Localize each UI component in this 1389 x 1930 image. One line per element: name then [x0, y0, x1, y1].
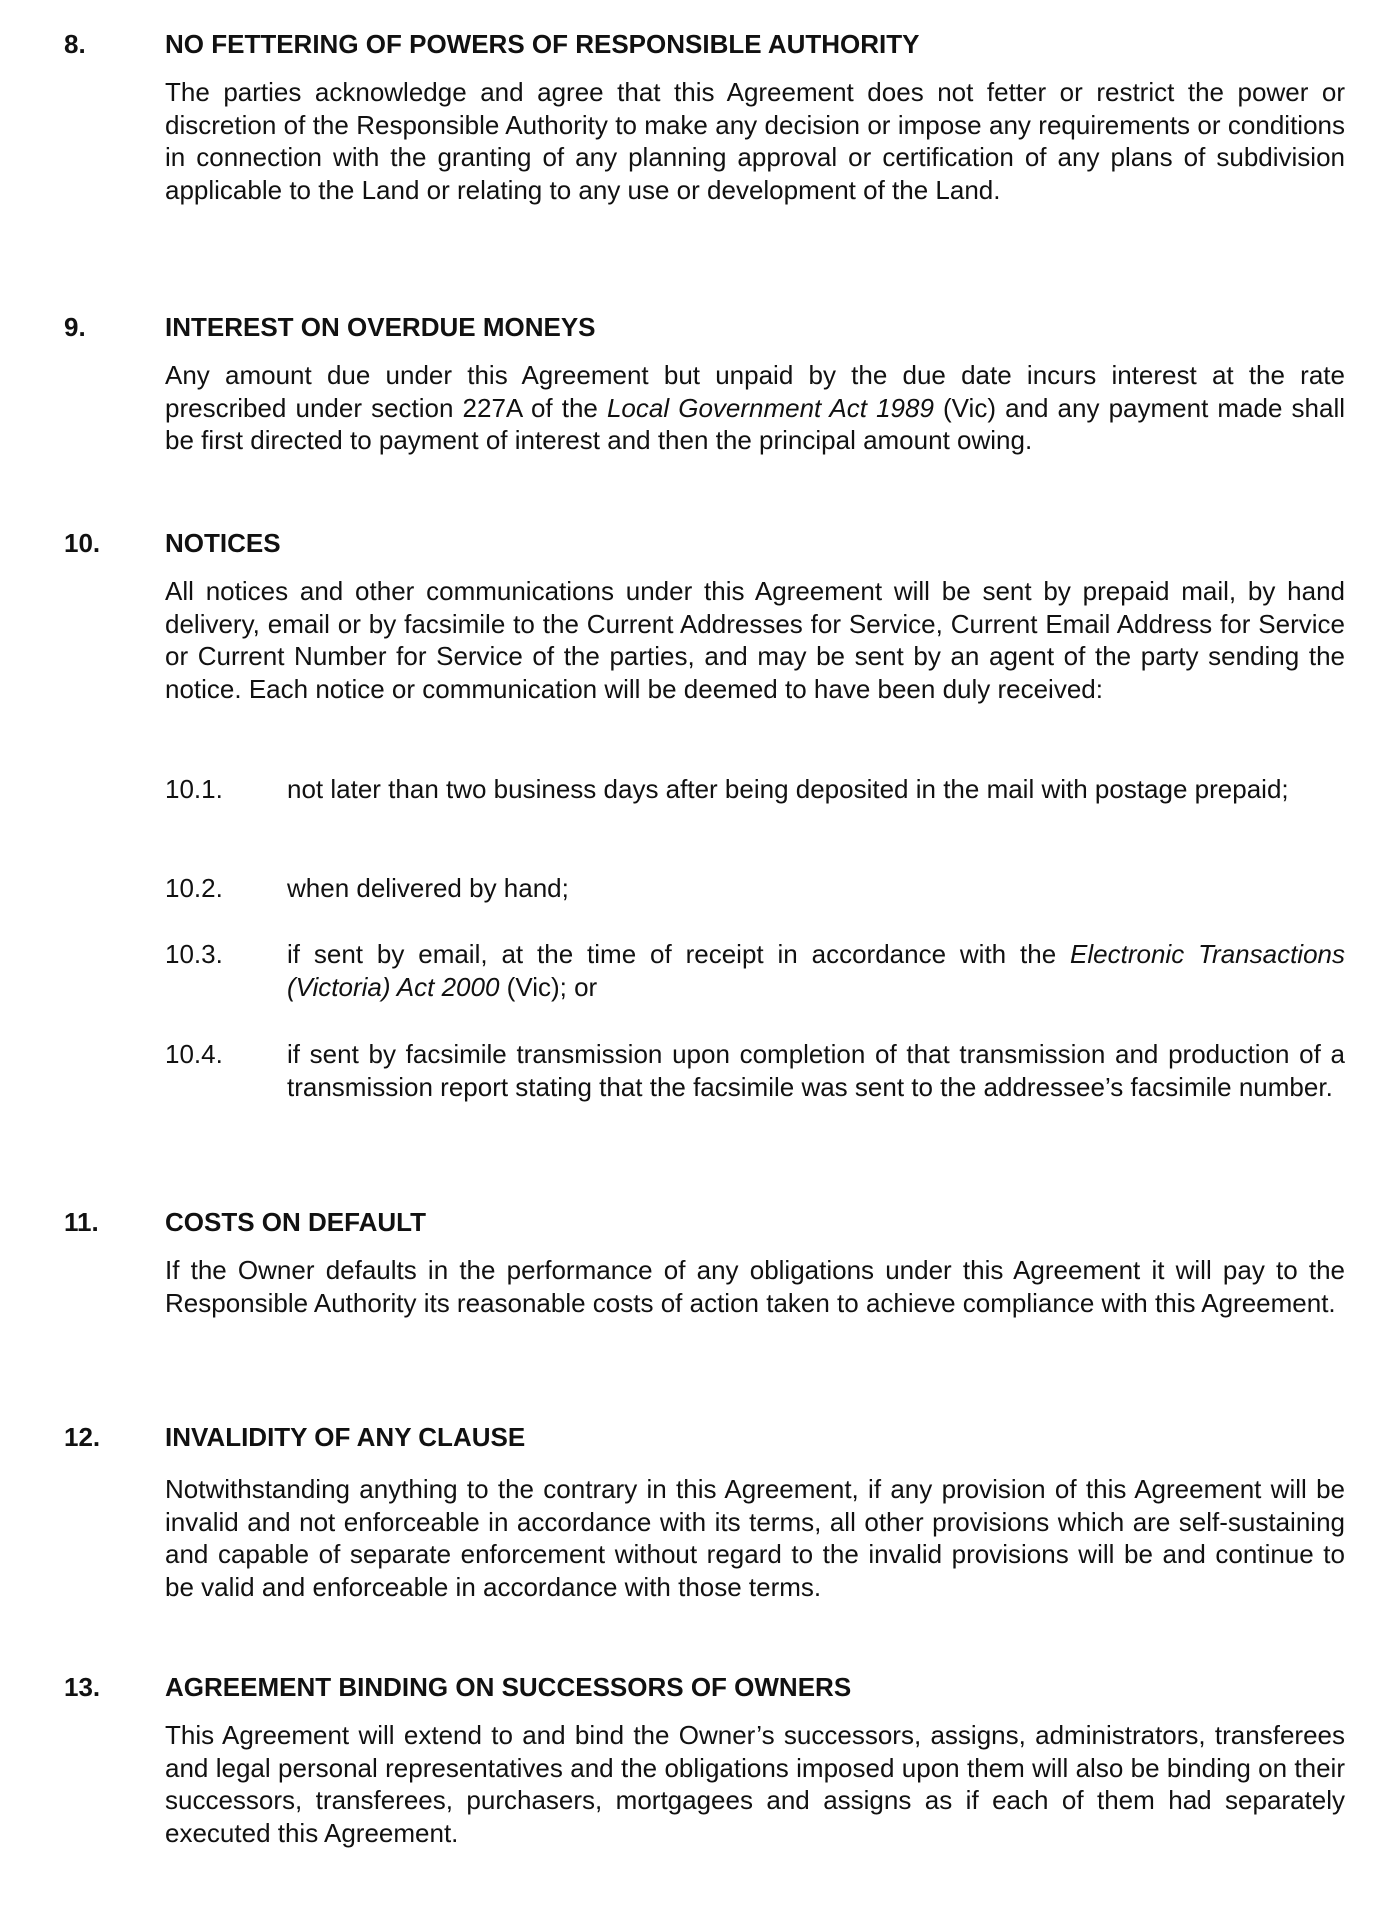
clause-body: This Agreement will extend to and bind the Owner’s successors, assigns, administrators, transferees and legal personal representatives and the obligations imposed upon them will also be binding on their successors, transferees, purchasers, mortgagees and assigns as if each of them had separately executed this Agreement.: [165, 1720, 1345, 1848]
clause-number: 9.: [64, 312, 86, 342]
clause-heading: NOTICES: [165, 528, 281, 558]
subclause-number: 10.1.: [165, 774, 223, 804]
clause-number: 12.: [64, 1422, 101, 1452]
clause-body: The parties acknowledge and agree that this Agreement does not fetter or restrict the power or discretion of the Responsible Authority to make any decision or impose any requirements or conditions in connection with the granting of any planning approval or certification of any plans of subdivision applicable to the Land or relating to any use or development of the Land.: [165, 77, 1345, 205]
subclause-text: [287, 938, 1345, 1003]
clause-body: All notices and other communications under this Agreement will be sent by prepaid mail, by hand delivery, email or by facsimile to the Current Addresses for Service, Current Email Address for Service or Current Number for Service of the parties, and may be sent by an agent of the party sending the notice. Each notice or communication will be deemed to have been duly received:: [165, 576, 1345, 704]
clause-number: 13.: [64, 1672, 101, 1702]
clause-body: If the Owner defaults in the performance of any obligations under this Agreement it will pay to the Responsible Authority its reasonable costs of action taken to achieve compliance with this Agreement.: [165, 1255, 1345, 1318]
clause-heading: NO FETTERING OF POWERS OF RESPONSIBLE AUTHORITY: [165, 29, 920, 59]
clause-number: 10.: [64, 528, 101, 558]
clause-heading: INVALIDITY OF ANY CLAUSE: [165, 1422, 526, 1452]
clause-number: 8.: [64, 29, 86, 59]
clause-heading: INTEREST ON OVERDUE MONEYS: [165, 312, 596, 342]
clause-body-text: Any amount due under this Agreement but unpaid by the due date incurs interest at the rate prescribed under section 227A of the: [165, 360, 1345, 423]
statute-name: Electronic Transactions (Victoria) Act 2000: [287, 939, 1345, 1002]
subclause-text-part: if sent by email, at the time of receipt in accordance with the: [287, 939, 1071, 969]
clause-body-text: (Vic) and any payment made shall be first directed to payment of interest and then the principal amount owing.: [165, 392, 1345, 455]
subclause-text-part: (Vic); or: [499, 971, 598, 1002]
subclause-text: not later than two business days after being deposited in the mail with postage prepaid;: [287, 774, 1289, 804]
subclause-number: 10.4.: [165, 1039, 223, 1069]
clause-heading: COSTS ON DEFAULT: [165, 1207, 426, 1237]
clause-body: [165, 359, 1345, 457]
clause-heading: AGREEMENT BINDING ON SUCCESSORS OF OWNERS: [165, 1672, 852, 1702]
clause-number: 11.: [64, 1207, 99, 1237]
subclause-text: when delivered by hand;: [287, 873, 569, 903]
subclause-text: if sent by facsimile transmission upon completion of that transmission and production of a transmission report stating that the facsimile was sent to the addressee’s facsimile number.: [287, 1039, 1345, 1102]
statute-name: Local Government Act 1989: [606, 392, 934, 423]
subclause-number: 10.3.: [165, 939, 223, 969]
subclause-number: 10.2.: [165, 873, 223, 903]
clause-body: Notwithstanding anything to the contrary in this Agreement, if any provision of this Agreement will be invalid and not enforceable in accordance with its terms, all other provisions which are self-sustaining and capable of separate enforcement without regard to the invalid provisions will be and continue to be valid and enforceable in accordance with those terms.: [165, 1474, 1345, 1602]
